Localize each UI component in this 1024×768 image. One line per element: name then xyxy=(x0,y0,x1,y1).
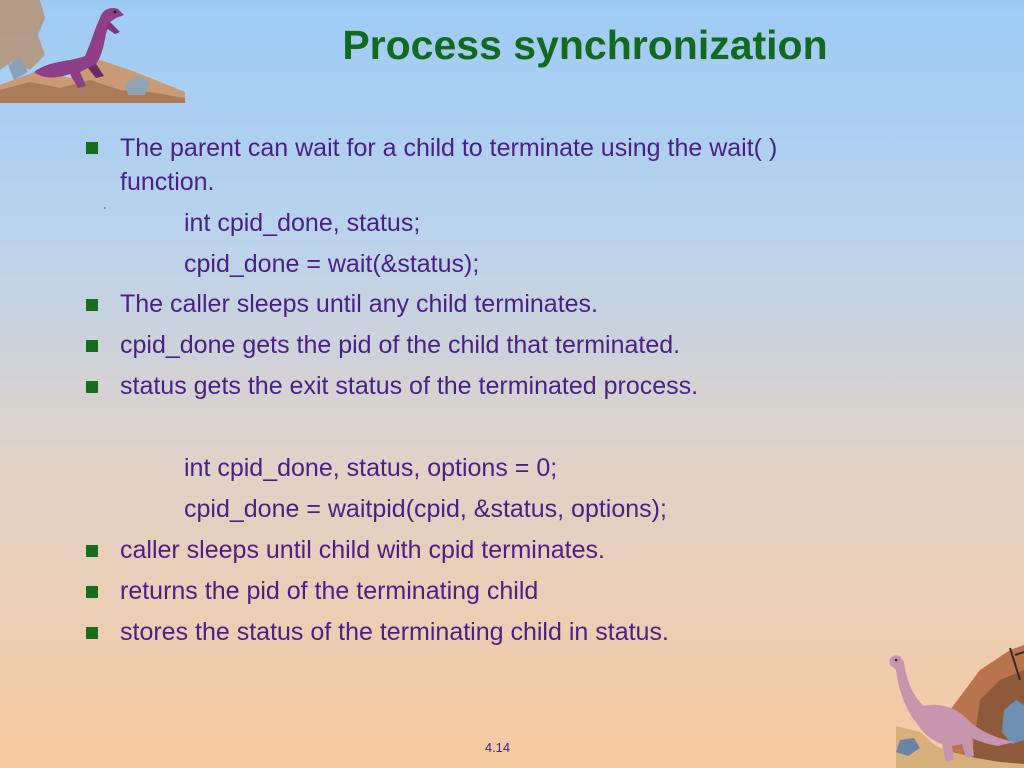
bullet-marker xyxy=(86,299,98,311)
page-number: 4.14 xyxy=(484,740,511,755)
stray-mark xyxy=(104,207,106,209)
code-line: int cpid_done, status, options = 0; xyxy=(184,454,558,482)
brontosaurus-dinosaur-illustration xyxy=(880,640,1024,768)
slide-title: Process synchronization xyxy=(342,22,828,68)
bullet-marker xyxy=(86,381,98,393)
bullet-marker xyxy=(86,142,98,154)
code-line: cpid_done = waitpid(cpid, &status, options); xyxy=(184,495,667,523)
bullet-text: caller sleeps until child with cpid terminates. xyxy=(120,536,605,564)
bullet-text: The caller sleeps until any child terminates. xyxy=(120,290,599,318)
code-line: cpid_done = wait(&status); xyxy=(184,250,480,278)
bullet-text: returns the pid of the terminating child xyxy=(120,577,539,605)
bullet-text: The parent can wait for a child to terminate using the wait( ) xyxy=(120,134,778,162)
code-line: int cpid_done, status; xyxy=(184,209,421,237)
bullet-text: cpid_done gets the pid of the child that terminated. xyxy=(120,331,681,359)
bullet-text: stores the status of the terminating child in status. xyxy=(120,618,669,646)
bullet-marker xyxy=(86,545,98,557)
bullet-marker xyxy=(86,340,98,352)
tyrannosaurus-dinosaur-illustration xyxy=(0,0,190,105)
continuation-text: function. xyxy=(120,168,215,196)
bullet-marker xyxy=(86,627,98,639)
bullet-text: status gets the exit status of the terminated process. xyxy=(120,372,699,400)
bullet-marker xyxy=(86,586,98,598)
